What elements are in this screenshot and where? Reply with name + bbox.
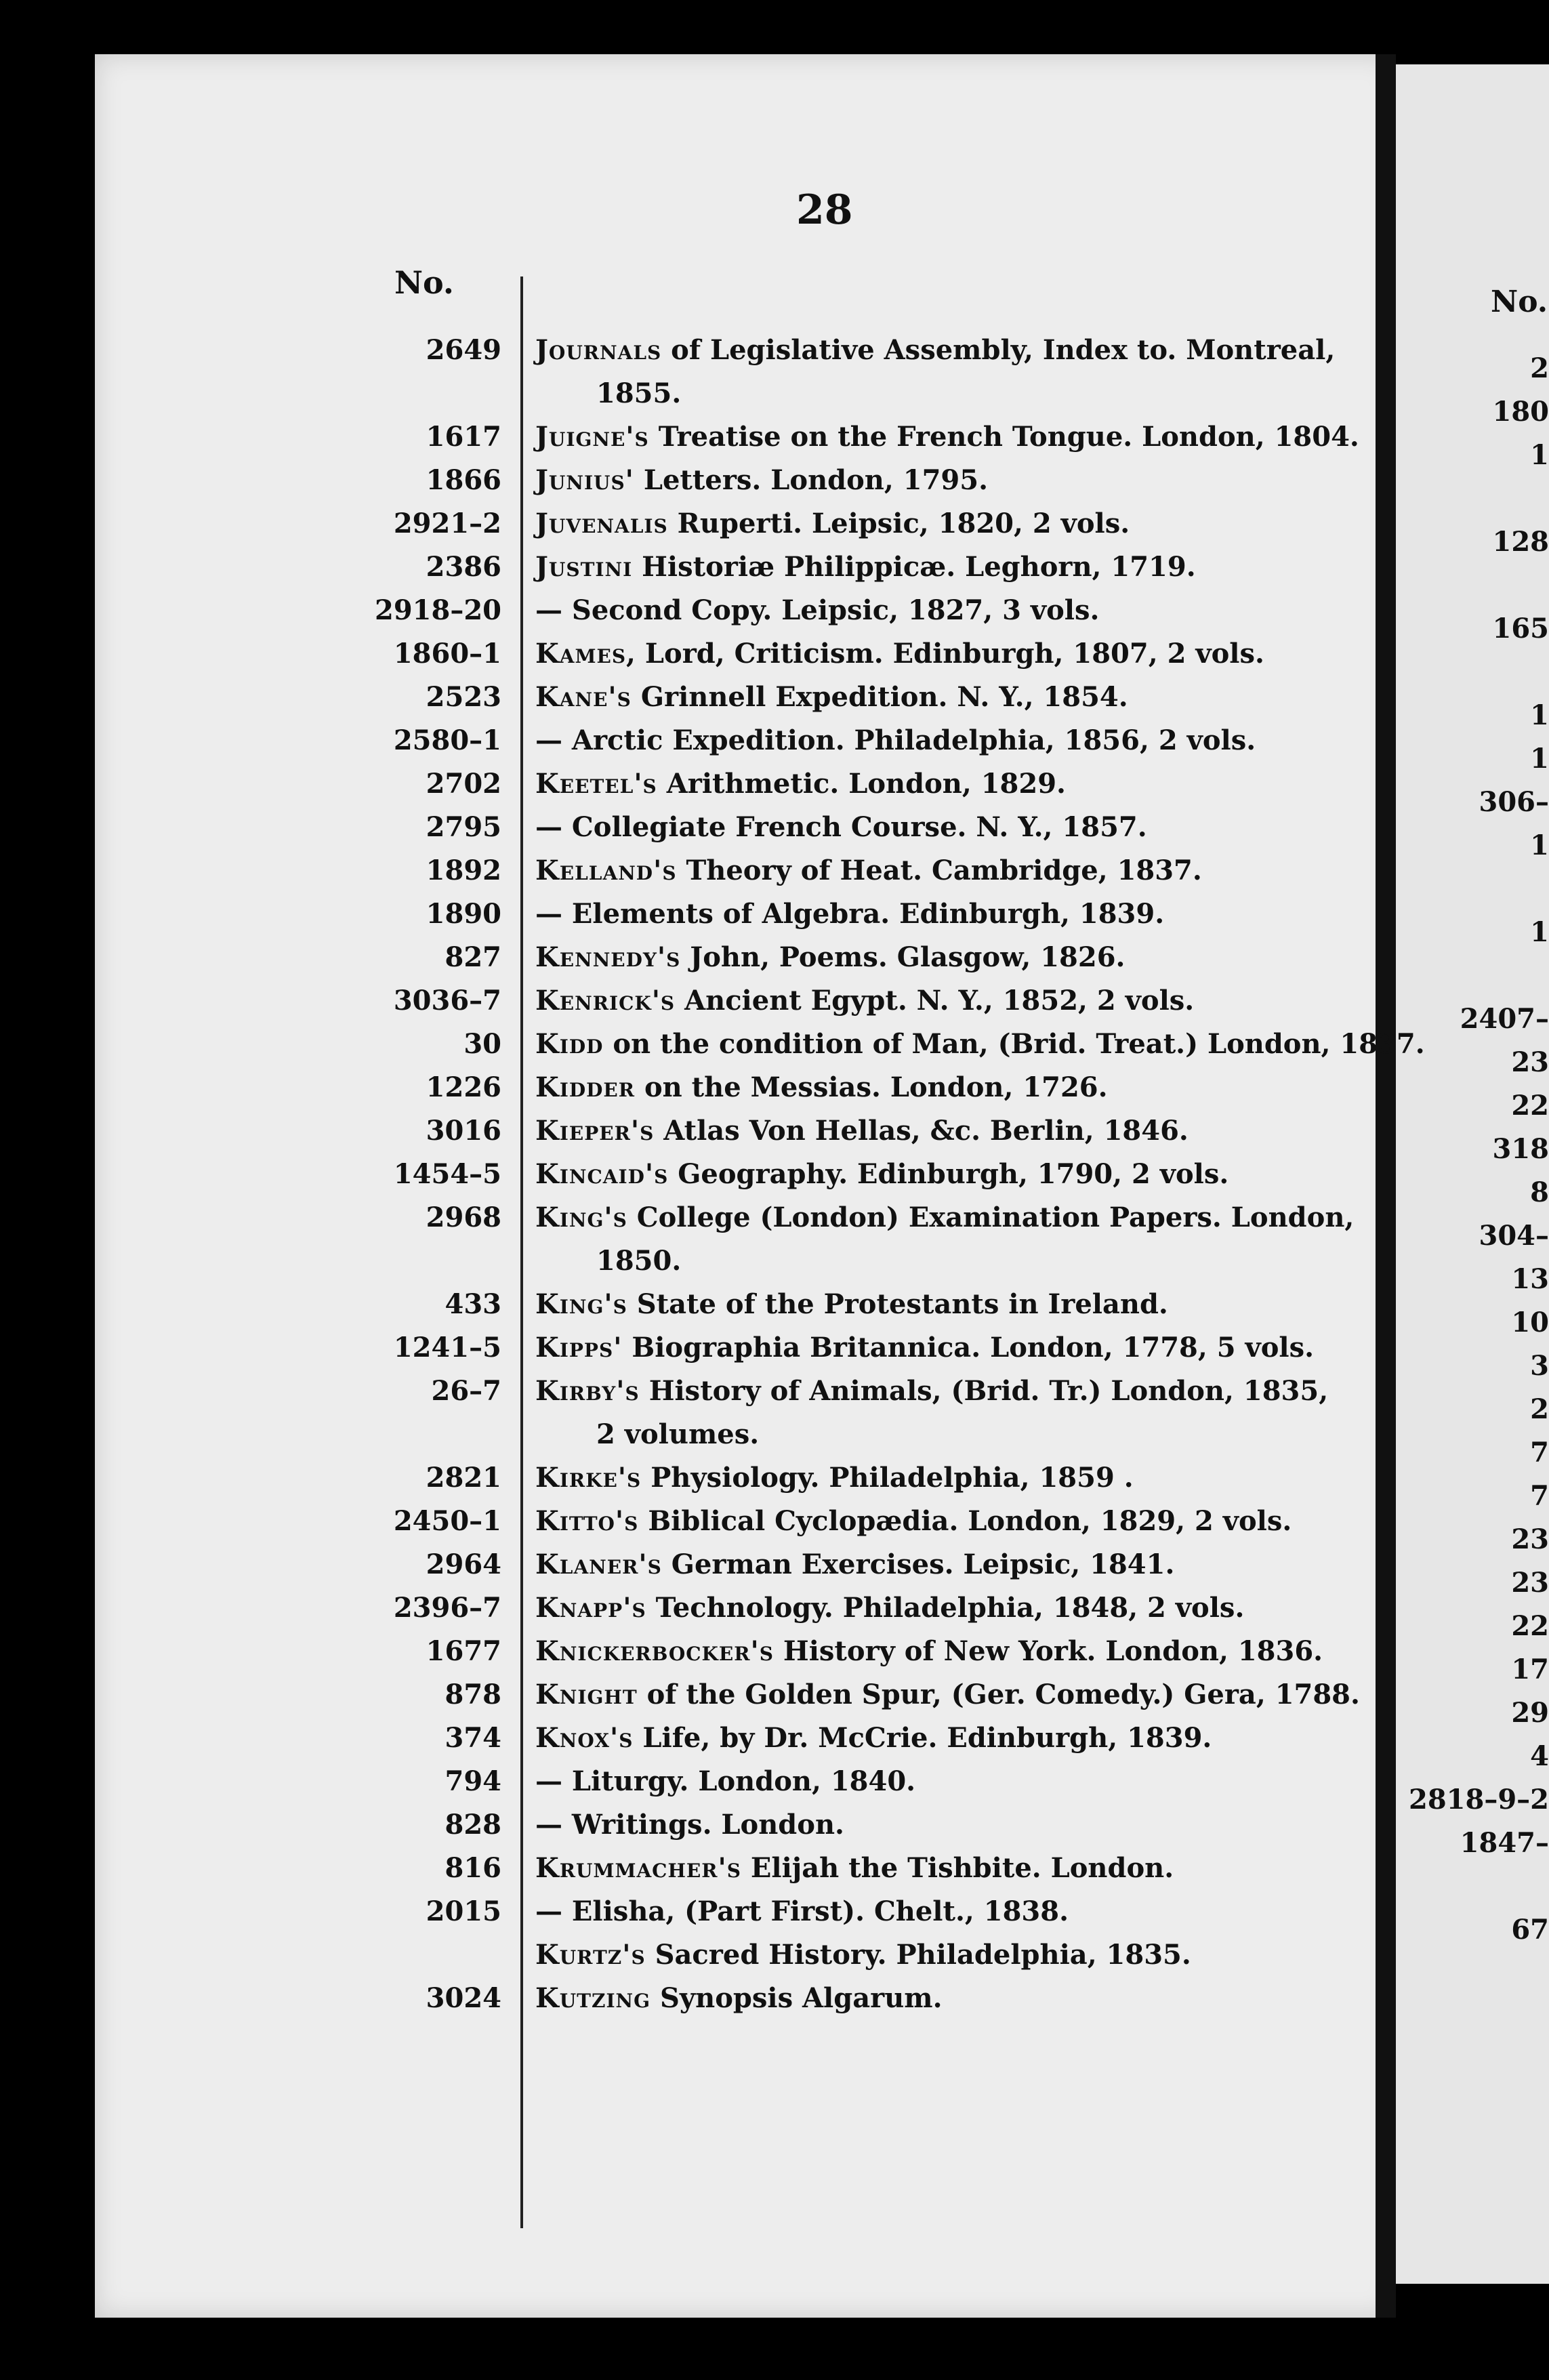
entry-number: 1226 <box>426 1071 501 1103</box>
facing-page-number: 1 <box>1530 829 1549 861</box>
entry-text <box>535 421 1359 453</box>
catalogue-entry <box>0 1722 1382 1765</box>
entry-text <box>535 1895 1069 1927</box>
entry-author: Knight <box>535 1679 638 1710</box>
catalogue-entry <box>0 1679 1382 1722</box>
entry-title: History of Animals, (Brid. Tr.) London, 1835, <box>639 1375 1329 1407</box>
entry-text <box>535 1115 1189 1147</box>
entry-number: 2921–2 <box>393 508 501 539</box>
catalogue-entry <box>0 1592 1382 1635</box>
entry-author: Kennedy's <box>535 941 681 973</box>
facing-page-number: 1 <box>1530 439 1549 471</box>
facing-page-number: 304– <box>1479 1220 1549 1252</box>
catalogue-entry <box>0 551 1382 594</box>
entry-number: 2450–1 <box>393 1505 501 1537</box>
entry-title: History of New York. London, 1836. <box>773 1635 1323 1667</box>
entry-title: Life, by Dr. McCrie. Edinburgh, 1839. <box>633 1722 1212 1754</box>
facing-page-number <box>1396 483 1549 526</box>
entry-number: 374 <box>445 1722 501 1754</box>
catalogue-entry <box>0 1548 1382 1592</box>
facing-page-number: 1 <box>1530 743 1549 775</box>
facing-page-number: 128 <box>1492 526 1549 558</box>
facing-page-number: 22 <box>1511 1090 1549 1122</box>
entry-author: Kames <box>535 638 627 670</box>
entry-author: Kirke's <box>535 1462 642 1494</box>
entry-author: Junius' <box>535 464 634 496</box>
entry-text <box>535 898 1164 930</box>
entry-title: Grinnell Expedition. N. Y., 1854. <box>631 681 1128 713</box>
catalogue-entry <box>0 1852 1382 1895</box>
entry-text <box>535 1028 1425 1060</box>
entry-number: 2386 <box>426 551 501 583</box>
entry-title: Synopsis Algarum. <box>650 1982 943 2014</box>
facing-page-number <box>1396 960 1549 1003</box>
entry-title: — Elements of Algebra. Edinburgh, 1839. <box>535 898 1165 930</box>
catalogue-entry <box>0 1288 1382 1332</box>
entry-text <box>535 1852 1174 1884</box>
facing-page-number: 10 <box>1511 1307 1549 1338</box>
catalogue-entry <box>0 855 1382 898</box>
entry-text <box>535 1375 1328 1407</box>
entry-continuation-text: 2 volumes. <box>596 1418 760 1450</box>
entry-text <box>535 1071 1108 1103</box>
entry-title: on the Messias. London, 1726. <box>635 1071 1108 1103</box>
entry-text <box>535 1635 1323 1667</box>
entry-author: Kurtz's <box>535 1939 646 1971</box>
entry-number: 3036–7 <box>393 985 501 1017</box>
entry-author: Juvenalis <box>535 508 668 539</box>
entry-author: Kelland's <box>535 855 677 886</box>
facing-page-number <box>1396 873 1549 916</box>
facing-page-numbers <box>1396 352 1549 1957</box>
entry-text <box>535 551 1196 583</box>
entry-text <box>535 1462 1134 1494</box>
entry-number: 2918–20 <box>375 594 501 626</box>
facing-page-number: 1 <box>1530 916 1549 948</box>
entry-author: Kidd <box>535 1028 604 1060</box>
entry-author: Kidder <box>535 1071 636 1103</box>
number-column-header: No. <box>394 264 454 301</box>
entry-number: 1617 <box>426 421 501 453</box>
catalogue-entry <box>0 1939 1382 1982</box>
entry-author: Keetel's <box>535 768 657 800</box>
facing-page-number: 306– <box>1479 786 1549 818</box>
entry-title: — Writings. London. <box>535 1809 844 1841</box>
entry-number: 2968 <box>426 1202 501 1233</box>
facing-page-number: 4 <box>1530 1740 1549 1772</box>
entry-text <box>535 1288 1168 1320</box>
entry-title: Theory of Heat. Cambridge, 1837. <box>676 855 1202 886</box>
entry-author: Kenrick's <box>535 985 676 1017</box>
entry-title: John, Poems. Glasgow, 1826. <box>680 941 1125 973</box>
entry-text <box>535 1332 1314 1363</box>
entry-title: Geography. Edinburgh, 1790, 2 vols. <box>668 1158 1229 1190</box>
entry-text <box>535 1158 1228 1190</box>
entry-title: German Exercises. Leipsic, 1841. <box>661 1548 1175 1580</box>
facing-page-number <box>1396 1870 1549 1914</box>
entry-author: Knox's <box>535 1722 634 1754</box>
facing-page-number: 22 <box>1511 1610 1549 1642</box>
entry-number: 1860–1 <box>393 638 501 670</box>
entry-text <box>535 1202 1354 1233</box>
entry-text <box>535 985 1194 1017</box>
entry-number: 828 <box>445 1809 501 1841</box>
entry-title: — Elisha, (Part First). Chelt., 1838. <box>535 1895 1069 1927</box>
catalogue-entry <box>0 898 1382 941</box>
entry-text <box>535 681 1128 713</box>
facing-page-column-header: No. <box>1491 285 1548 319</box>
entry-title: , Lord, Criticism. Edinburgh, 1807, 2 vols. <box>626 638 1264 670</box>
entry-title: — Second Copy. Leipsic, 1827, 3 vols. <box>535 594 1100 626</box>
entry-number: 2821 <box>426 1462 501 1494</box>
entry-text <box>535 1982 943 2014</box>
catalogue-entry <box>0 1028 1425 1071</box>
entry-title: — Arctic Expedition. Philadelphia, 1856, 2 vols. <box>535 724 1256 756</box>
catalogue-entry-continuation <box>0 1418 1382 1462</box>
entry-title: Ancient Egypt. N. Y., 1852, 2 vols. <box>675 985 1195 1017</box>
catalogue-entry <box>0 941 1382 985</box>
entry-number: 2523 <box>426 681 501 713</box>
entry-author: Knapp's <box>535 1592 646 1624</box>
catalogue-entry <box>0 464 1382 508</box>
catalogue-entry <box>0 1982 1382 2026</box>
entry-title: — Liturgy. London, 1840. <box>535 1765 916 1797</box>
facing-page-number <box>1396 569 1549 613</box>
entry-author: Justini <box>535 551 633 583</box>
entry-title: State of the Protestants in Ireland. <box>627 1288 1168 1320</box>
entry-number: 433 <box>445 1288 501 1320</box>
entry-number: 2015 <box>426 1895 501 1927</box>
entry-number: 1890 <box>426 898 501 930</box>
entry-number: 827 <box>445 941 501 973</box>
entry-title: College (London) Examination Papers. London, <box>627 1202 1355 1233</box>
entry-number: 878 <box>445 1679 501 1710</box>
facing-page-number: 23 <box>1511 1046 1549 1078</box>
entry-number: 3016 <box>426 1115 501 1147</box>
catalogue-entry <box>0 1895 1382 1939</box>
catalogue-entry <box>0 1115 1382 1158</box>
catalogue-entry <box>0 594 1382 638</box>
facing-page-number: 2407– <box>1460 1003 1549 1035</box>
facing-page-number: 3 <box>1530 1350 1549 1382</box>
entry-title: Treatise on the French Tongue. London, 1804. <box>648 421 1359 453</box>
entry-author: Kipps' <box>535 1332 623 1363</box>
entry-author: Kutzing <box>535 1982 651 2014</box>
entry-text <box>535 811 1147 843</box>
entry-text <box>535 855 1202 886</box>
entry-number: 1892 <box>426 855 501 886</box>
catalogue-entry <box>0 1505 1382 1548</box>
entry-author: King's <box>535 1202 627 1233</box>
catalogue-entry <box>0 1765 1382 1809</box>
facing-page-number: 1847– <box>1460 1827 1549 1859</box>
catalogue-entry <box>0 638 1382 681</box>
catalogue-entry <box>0 1202 1382 1245</box>
facing-page-number: 318 <box>1492 1133 1549 1165</box>
entry-title: on the condition of Man, (Brid. Treat.) London, 1837. <box>603 1028 1425 1060</box>
catalogue-entry <box>0 985 1382 1028</box>
entry-title: Elijah the Tishbite. London. <box>741 1852 1174 1884</box>
entry-text <box>535 334 1335 366</box>
catalogue-entry <box>0 1158 1382 1202</box>
catalogue-entry <box>0 1071 1382 1115</box>
facing-page-number: 7 <box>1530 1480 1549 1512</box>
catalogue-entry <box>0 811 1382 855</box>
catalogue-entry <box>0 1635 1382 1679</box>
entry-text <box>535 768 1066 800</box>
entry-author: Kitto's <box>535 1505 639 1537</box>
catalogue-entry-continuation <box>0 1245 1382 1288</box>
entry-author: Journals <box>535 334 662 366</box>
facing-page-number: 2818–9–2 <box>1409 1784 1549 1815</box>
catalogue-entry <box>0 1375 1382 1418</box>
entry-text <box>535 464 988 496</box>
page-number: 28 <box>796 186 853 234</box>
entry-text <box>535 724 1256 756</box>
entry-author: Kieper's <box>535 1115 655 1147</box>
catalogue-entry-continuation <box>0 377 1382 421</box>
entry-text <box>535 1722 1212 1754</box>
facing-page-number: 13 <box>1511 1263 1549 1295</box>
entry-title: Sacred History. Philadelphia, 1835. <box>645 1939 1191 1971</box>
entry-number: 1866 <box>426 464 501 496</box>
entry-author: Kirby's <box>535 1375 640 1407</box>
entry-title: Atlas Von Hellas, &c. Berlin, 1846. <box>654 1115 1189 1147</box>
catalogue-entry <box>0 1332 1382 1375</box>
entry-number: 2396–7 <box>393 1592 501 1624</box>
facing-page-number: 8 <box>1530 1176 1549 1208</box>
facing-page-number: 67 <box>1511 1914 1549 1946</box>
catalogue-entry <box>0 724 1382 768</box>
catalogue-entry <box>0 1809 1382 1852</box>
entry-text <box>535 1592 1244 1624</box>
facing-page-number: 7 <box>1530 1437 1549 1469</box>
entry-title: Biblical Cyclopædia. London, 1829, 2 vols. <box>638 1505 1292 1537</box>
entry-number: 2964 <box>426 1548 501 1580</box>
entry-title: of Legislative Assembly, Index to. Montreal, <box>661 334 1336 366</box>
entry-number: 30 <box>463 1028 501 1060</box>
entry-continuation-text: 1850. <box>596 1245 682 1277</box>
entry-text <box>535 1505 1292 1537</box>
entry-number: 2580–1 <box>393 724 501 756</box>
entry-text <box>535 508 1130 539</box>
facing-page-number: 17 <box>1511 1654 1549 1685</box>
catalogue-entries <box>0 334 1425 2026</box>
entry-author: King's <box>535 1288 627 1320</box>
facing-page-number: 23 <box>1511 1567 1549 1599</box>
catalogue-entry <box>0 508 1382 551</box>
entry-text <box>535 1548 1174 1580</box>
catalogue-entry <box>0 681 1382 724</box>
entry-title: Ruperti. Leipsic, 1820, 2 vols. <box>667 508 1130 539</box>
entry-title: Technology. Philadelphia, 1848, 2 vols. <box>646 1592 1245 1624</box>
entry-text <box>535 594 1099 626</box>
entry-number: 2795 <box>426 811 501 843</box>
entry-number: 26–7 <box>431 1375 501 1407</box>
entry-text <box>535 638 1264 670</box>
entry-number: 3024 <box>426 1982 501 2014</box>
entry-number: 1454–5 <box>393 1158 501 1190</box>
facing-page-number: 2 <box>1530 1393 1549 1425</box>
catalogue-entry <box>0 421 1382 464</box>
entry-author: Kane's <box>535 681 632 713</box>
entry-number: 816 <box>445 1852 501 1884</box>
facing-page-number: 1 <box>1530 699 1549 731</box>
facing-page-number: 29 <box>1511 1697 1549 1729</box>
entry-author: Juigne's <box>535 421 649 453</box>
catalogue-entry <box>0 334 1382 377</box>
entry-number: 2702 <box>426 768 501 800</box>
entry-title: Physiology. Philadelphia, 1859 . <box>641 1462 1134 1494</box>
entry-author: Kincaid's <box>535 1158 669 1190</box>
entry-title: — Collegiate French Course. N. Y., 1857. <box>535 811 1147 843</box>
entry-number: 1677 <box>426 1635 501 1667</box>
entry-text <box>535 1939 1191 1971</box>
facing-page-number <box>1396 656 1549 699</box>
entry-title: Arithmetic. London, 1829. <box>657 768 1066 800</box>
entry-number: 2649 <box>426 334 501 366</box>
entry-continuation-text: 1855. <box>596 377 682 409</box>
entry-title: Biographia Britannica. London, 1778, 5 vols. <box>622 1332 1315 1363</box>
catalogue-entry <box>0 1462 1382 1505</box>
facing-page-number: 165 <box>1492 613 1549 644</box>
entry-title: Historiæ Philippicæ. Leghorn, 1719. <box>632 551 1196 583</box>
entry-text <box>535 1679 1360 1710</box>
facing-page-number: 23 <box>1511 1523 1549 1555</box>
entry-author: Klaner's <box>535 1548 662 1580</box>
entry-author: Knickerbocker's <box>535 1635 774 1667</box>
entry-title: Letters. London, 1795. <box>634 464 988 496</box>
entry-title: of the Golden Spur, (Ger. Comedy.) Gera, 1788. <box>637 1679 1360 1710</box>
entry-text <box>535 1809 844 1841</box>
entry-number: 1241–5 <box>393 1332 501 1363</box>
entry-text <box>535 941 1125 973</box>
facing-page-number: 180 <box>1492 396 1549 428</box>
facing-page-number: 2 <box>1530 352 1549 384</box>
entry-number: 794 <box>445 1765 501 1797</box>
catalogue-entry <box>0 768 1382 811</box>
entry-text <box>535 1765 915 1797</box>
entry-author: Krummacher's <box>535 1852 741 1884</box>
